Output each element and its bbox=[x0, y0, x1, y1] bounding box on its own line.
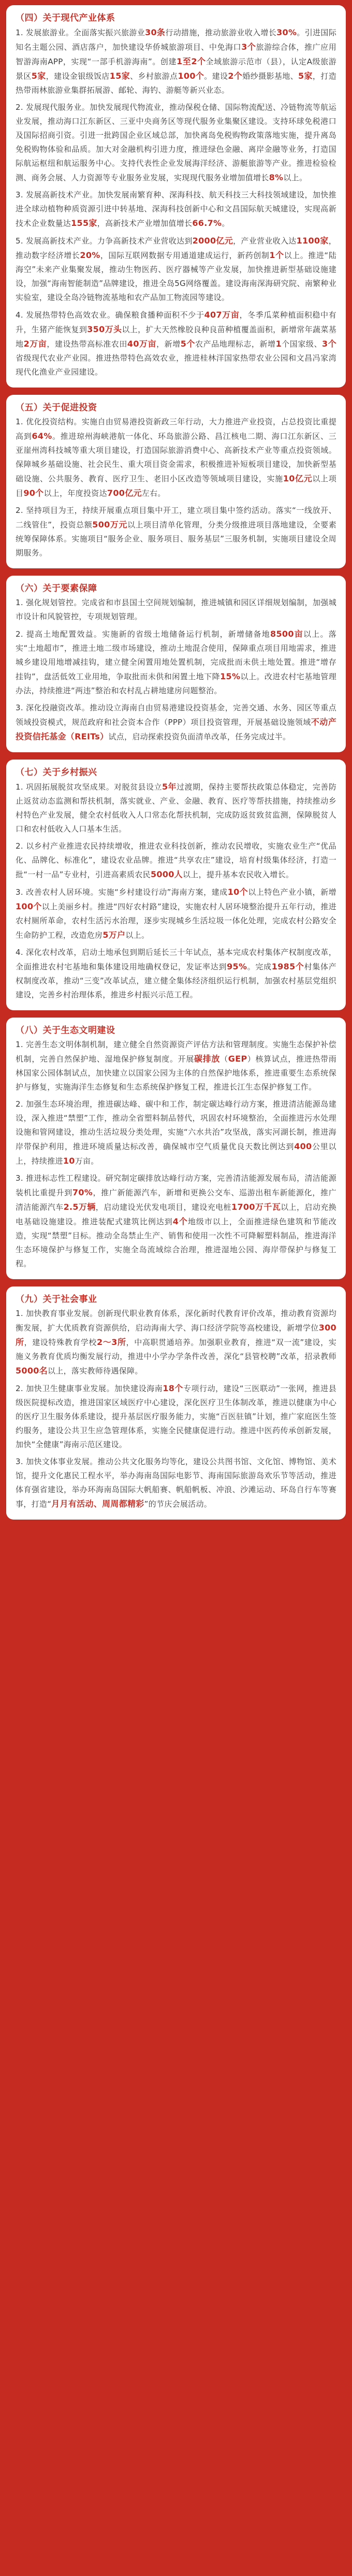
paragraph-text: ，高新技术产业增加值增长 bbox=[97, 219, 193, 228]
paragraph-text: 试点，启动探索投资负面清单改革，任务完成过半。 bbox=[108, 732, 291, 741]
section-paragraph bbox=[16, 839, 336, 882]
section-card bbox=[6, 5, 346, 388]
paragraph-text: 、乡村旅游点 bbox=[130, 71, 178, 81]
highlight-figure: 5家 bbox=[298, 71, 313, 81]
paragraph-text: ，建设热带高标准农田 bbox=[47, 339, 127, 349]
highlight-figure: 350万头 bbox=[87, 324, 122, 334]
section-paragraph bbox=[16, 627, 336, 698]
paragraph-text: 以上。 bbox=[283, 173, 307, 182]
highlight-figure: 10亿元 bbox=[283, 474, 313, 483]
highlight-figure: 30条 bbox=[145, 27, 166, 37]
paragraph-text: ，中高职贯通培养。加强职业教育，推进“双一流”建设，实施义务教育优质均衡发展行动，推进中小学办学条件改善，深化“县管校聘”改革，招录教师 bbox=[16, 1338, 336, 1361]
highlight-figure: 700亿元 bbox=[107, 488, 142, 498]
section-paragraph bbox=[16, 701, 336, 744]
section-card bbox=[6, 395, 346, 568]
highlight-figure: 20% bbox=[80, 250, 100, 260]
section-paragraph bbox=[16, 504, 336, 560]
section-paragraph bbox=[16, 308, 336, 379]
paragraph-text: 以上，启动充换电基础设施建设。推进装配式建筑比例达到 bbox=[16, 1203, 337, 1226]
section-paragraph bbox=[16, 234, 336, 305]
paragraph-text: 4. 深化农村改革，启动土地承包到期后延长三十年试点，基本完成农村集体产权制度改革，全面推进农村宅基地和集体建设用地确权登记，发证率达到 bbox=[16, 948, 336, 971]
highlight-figure: 15% bbox=[220, 671, 241, 681]
section-paragraph bbox=[16, 885, 336, 942]
paragraph-text: 1. 强化规划管控。完成省和市县国土空间规划编制，推进城镇和园区详细规划编制，加强城市设计和风貌管控，专项规划管理。 bbox=[16, 598, 336, 621]
paragraph-text: ，推广新能源汽车，新增和更换公交车、巡游出租车新能源化，推广清洁能源汽车 bbox=[16, 1188, 336, 1212]
highlight-figure: 10 bbox=[63, 1156, 75, 1166]
highlight-figure: 5家 bbox=[31, 71, 46, 81]
section-paragraph bbox=[16, 1171, 336, 1271]
highlight-figure: 30% bbox=[276, 27, 297, 37]
paragraph-text: ，建设金银级饭店 bbox=[46, 71, 110, 81]
highlight-figure: 8% bbox=[269, 173, 284, 182]
paragraph-text: 3. 改善农村人居环境。实施“乡村建设行动”海南方案，建成 bbox=[16, 888, 228, 897]
highlight-figure: 64% bbox=[32, 431, 52, 441]
paragraph-text: 3. 深化投融资改革。推动设立海南自由贸易港建设投资基金，完善交通、水务、园区等重点领域投资模式，规范政府和社会资本合作（PPP）项目投资管理，开展基础设施领域 bbox=[16, 703, 336, 727]
paragraph-text: 村集体产权制度改革，推动“三变”改革试点，建立健全集体经济组织运行机制，加强农村基层党组织建设，完善乡村治理体系，推进乡村振兴示范工程。 bbox=[16, 962, 336, 999]
highlight-figure: 5万户 bbox=[102, 930, 126, 940]
section-paragraph bbox=[16, 101, 336, 185]
paragraph-text: 以上，落实教师待遇保障。 bbox=[48, 1366, 143, 1376]
paragraph-text: 以上。 bbox=[125, 931, 150, 940]
section-paragraph bbox=[16, 596, 336, 624]
section-card bbox=[6, 576, 346, 752]
highlight-figure: 407万亩 bbox=[204, 310, 240, 320]
highlight-figure: 4个 bbox=[172, 1217, 188, 1226]
paragraph-text: 。推进琼州海峡港航一体化、环岛旅游公路、昌江核电二期、海口江东新区、三亚崖州湾科技城等重大项目建设，打造国际旅游消费中心、高新技术产业等重点投资领域。保障城乡基础设施、社会民生、重大项目资金需求，积极推进补短板项目建设，加快新型基础设施、公共服务、教育、医疗卫生、老旧小区改造等领域项目建设，实施 bbox=[16, 432, 336, 483]
highlight-figure: 碳排放 bbox=[194, 1054, 221, 1064]
highlight-figure: 8500亩 bbox=[270, 629, 303, 639]
section-paragraph bbox=[16, 1307, 336, 1378]
highlight-figure: 1 bbox=[275, 339, 282, 349]
highlight-figure: 5000名 bbox=[16, 1366, 48, 1376]
paragraph-text: 以上项目 bbox=[16, 474, 337, 498]
highlight-figure: 2个 bbox=[228, 71, 243, 81]
paragraph-text: ，新增 bbox=[156, 339, 181, 349]
highlight-figure: 18个 bbox=[163, 1383, 183, 1393]
section-title: （四）关于现代产业体系 bbox=[16, 13, 115, 23]
highlight-figure: 3个 bbox=[322, 339, 337, 349]
highlight-figure: 500万元 bbox=[92, 520, 127, 529]
section-paragraph bbox=[16, 1381, 336, 1452]
paragraph-text: 1. 加快教育事业发展。创新现代职业教育体系，深化新时代教育评价改革，推动教育资源均衡发展，扩大优质教育资源供给，启动海南大学、海口经济学院等高校建设，新增学位 bbox=[16, 1309, 336, 1333]
paragraph-text: 。引进国际知名主题公园、酒店落户，加快建设华侨城旅游项目、中免海口 bbox=[16, 28, 337, 52]
paragraph-text: 省级现代农业产业园。推进热带特色高效农业，推进桂林洋国家热带农业公园和文昌冯家湾现代化渔业产业园建设。 bbox=[16, 353, 336, 377]
paragraph-text: ”的节庆会展活动。 bbox=[144, 1499, 212, 1509]
paragraph-text: ）核算试点，推进热带雨林国家公园体制试点，加快建立以国家公园为主体的自然保护地体系，推进重要生态系统保护与修复，实施海洋生态修复和生态系统保护修复工程，推进长江生态保护修复工作。 bbox=[16, 1054, 336, 1092]
highlight-figure: 1700万千瓦 bbox=[231, 1202, 281, 1212]
section-paragraph bbox=[16, 25, 336, 97]
paragraph-text: ，启动建设光伏发电项目，建设充电桩 bbox=[95, 1203, 232, 1212]
paragraph-text: 全域旅游示范市（县），认定A级旅游景区 bbox=[16, 57, 336, 81]
section-paragraph bbox=[16, 780, 336, 836]
paragraph-text: 以上。改进农村宅基地管理办法，持续推进“两违”整治和农村乱占耕地建房问题整治。 bbox=[16, 672, 337, 695]
highlight-figure: 400 bbox=[294, 1141, 312, 1151]
paragraph-text: 1. 优化投资结构。实施自由贸易港投资新政三年行动，大力推进产业投资，占总投资比重提高到 bbox=[16, 417, 336, 441]
highlight-figure: 100个 bbox=[16, 901, 42, 911]
highlight-figure: 95% bbox=[227, 962, 247, 971]
paragraph-text: 旅游综合体，推广应用智游海南APP，实现“一部手机游海南”。创建 bbox=[16, 42, 336, 66]
highlight-figure: 1985个 bbox=[271, 962, 304, 971]
paragraph-text: 2. 加强生态环境治理，推进碳达峰、碳中和工作，制定碳达峰行动方案，推进清洁能源岛建设，深入推进“禁塑”工作，推动全省塑料制品替代，巩固农村环境整治，全面推进污水处理设施和管网建设，推动生活垃圾分类处理，实施“六水共治”攻坚战，落实河湖长制，推进海岸带保护利用，推进环境质量达标改善，确保城市空气质量优良天数比例达到 bbox=[16, 1099, 336, 1151]
highlight-figure: 2～3所 bbox=[96, 1337, 126, 1347]
highlight-figure: 1至2个 bbox=[177, 56, 206, 66]
highlight-figure: 1100家 bbox=[296, 236, 329, 246]
paragraph-text: 2. 加快卫生健康事业发展。加快建设海南 bbox=[16, 1384, 163, 1393]
paragraph-text: 。建设 bbox=[204, 71, 228, 81]
paragraph-text: ，打造热带雨林旅游业集群拓展游、邮轮、海钓、游艇等新兴业态。 bbox=[16, 71, 336, 95]
section-paragraph bbox=[16, 1455, 336, 1511]
section-title: （五）关于促进投资 bbox=[16, 403, 97, 413]
section-title: （六）关于要素保障 bbox=[16, 583, 97, 594]
highlight-figure: 1个 bbox=[269, 250, 284, 260]
paragraph-text: （ bbox=[220, 1054, 228, 1064]
section-paragraph bbox=[16, 946, 336, 1002]
section-paragraph bbox=[16, 415, 336, 500]
highlight-figure: 100个 bbox=[178, 71, 204, 81]
highlight-figure: 70% bbox=[72, 1187, 93, 1197]
paragraph-text: 以上。落实“土地超市”，推进土地二级市场建设，推动土地混合使用，保障重点项目用地需求，推进城乡建设用地增减挂钩，建立健全闲置用地处置机制，完成批而未供土地处置。推进“增存挂钩”，盘活低效工业用地，争取批而未供和闲置土地下降 bbox=[16, 629, 337, 681]
section-paragraph bbox=[16, 1097, 336, 1168]
paragraph-text: ，建设特殊教育学校 bbox=[24, 1338, 97, 1347]
paragraph-text: ，国际互联网数据专用通道建成运行，新药创制 bbox=[100, 251, 270, 260]
paragraph-text: 4. 发展热带特色高效农业。确保粮食播种面积不少于 bbox=[16, 310, 204, 320]
paragraph-text: 2. 发展现代服务业。加快发展现代物流业，推动保税仓储、国际物流配送、冷链物流等航运业发展，推动海口江东新区、三亚中央商务区等现代服务业集聚区建设。支持环球免税港口及国际招商引资。引进一批跨国企业区域总部，加快离岛免税购物政策落地实施，提升离岛免税购物体验和品质。加大对金融机构引进力度，推进绿色金融、离岸金融等业务，打造国际航运枢纽和航运服务中心。支持代表性企业发展海洋经济、游艇旅游等产业。推进检验检测、商务会展、人力资源等专业服务业发展，实现现代服务业增加值增长 bbox=[16, 103, 336, 182]
highlight-figure: 3个 bbox=[241, 42, 256, 52]
highlight-figure: 155家 bbox=[71, 218, 97, 228]
paragraph-text: 左右。 bbox=[141, 489, 166, 498]
paragraph-text: 5. 发展高新技术产业。力争高新技术产业营收达到 bbox=[16, 236, 193, 246]
paragraph-text: 2. 以乡村产业推进农民持续增收，推进农业科技创新，推动农民增收，实施农业生产“优品化、品牌化、标准化”，建设农业品牌。推进“共享农庄”建设，培育村级集体经济，打造一批“一村一品”专业村，引进高素质农民 bbox=[16, 841, 336, 879]
paragraph-text: ，产业营业收入达 bbox=[233, 236, 297, 246]
highlight-figure: 5个 bbox=[180, 339, 196, 349]
highlight-figure: 5000人 bbox=[150, 869, 183, 879]
paragraph-text: 以上项目清单化管理，分类分级推进项目落地建设，全要素统筹保障体系。实施项目“服务企业、服务项目、服务基层”三服务机制，实施项目建设全周期服务。 bbox=[16, 520, 336, 557]
paragraph-text: 3. 加快文体事业发展。推动公共文化服务均等化，建设公共图书馆、文化馆、博物馆、美术馆，提升文化惠民工程水平，举办海南岛国际电影节、海南国际旅游岛欢乐节等活动，推进体育强省建设，举办环海南岛国际大帆船赛、帆船帆板、冲浪、沙滩运动、环岛自行车等赛事，打造“ bbox=[16, 1457, 336, 1509]
highlight-figure: 2000亿元 bbox=[192, 236, 233, 246]
section-title: （九）关于社会事业 bbox=[16, 1294, 97, 1305]
paragraph-text: 万亩。 bbox=[75, 1156, 99, 1166]
section-paragraph bbox=[16, 188, 336, 231]
section-card bbox=[6, 1018, 346, 1279]
section-title: （七）关于乡村振兴 bbox=[16, 767, 97, 778]
paragraph-text: 以上美丽乡村。推进“四好农村路”建设，实施农村人居环境整治提升五年行动，推进农村厕所革命，农村生活污水治理，逐步实现城乡生活垃圾一体化处理，完成农村公路安全生命防护工程，改造危房 bbox=[16, 902, 336, 940]
highlight-figure: 15家 bbox=[109, 71, 130, 81]
paragraph-text: ，推动数字经济增长 bbox=[16, 236, 336, 260]
paragraph-text: 3. 发展高新技术产业。加快发展南繁育种、深海科技、航天科技三大科技领域建设，加快推进全球动植物种质资源引进中转基地、深海科技创新中心和文昌国际航天城建设，实现高新技术企业数量达 bbox=[16, 190, 336, 228]
paragraph-text: 3. 推进标志性工程建设。研究制定碳排放达峰行动方案，完善清洁能源发展布局，清洁能源装机比重提升到 bbox=[16, 1173, 336, 1197]
highlight-figure: GEP bbox=[228, 1054, 247, 1064]
paragraph-text: 以上，年度投资达 bbox=[43, 489, 107, 498]
highlight-figure: 90个 bbox=[23, 488, 44, 498]
paragraph-text: 以上特色产业小镇，新增 bbox=[248, 888, 336, 897]
paragraph-text: 专项行动，建设“三医联动”一张网，推进县级医院提标改造，推进国家区域医疗中心建设，深化医疗卫生体制改革，推进以健康为中心的医疗卫生服务体系建设，提升基层医疗服务能力，实施“百医驻镇”计划，推广家庭医生签约服务，建设公共卫生应急管理体系，实施全民健康促进行动。推进中医药传承创新发展，加快“全健康”海南示范区建设。 bbox=[16, 1384, 336, 1449]
highlight-figure: 66.7% bbox=[192, 218, 222, 228]
highlight-figure: 5年 bbox=[162, 782, 177, 792]
highlight-figure: 2万亩 bbox=[23, 339, 47, 349]
paragraph-text: 以上。推进“陆海空”未来产业集聚发展，推动生物医药、医疗器械等产业发展，加快推进新型基础设施建设，加强“海南智能制造”品牌建设，推进全岛5G网络覆盖。建设海南深海研究院、南繁种业实验室，建设全岛冷链物流基地和农产品加工物流园等建设。 bbox=[16, 251, 337, 302]
highlight-figure: 2.5万辆 bbox=[63, 1202, 96, 1212]
paragraph-text: 2. 坚持项目为王，持续开展重点项目集中开工，建立项目集中签约活动。落实“一线放开、二线管住”，投资总额 bbox=[16, 506, 336, 529]
paragraph-text: 1. 巩固拓展脱贫攻坚成果。对脱贫县设立 bbox=[16, 782, 162, 792]
section-card bbox=[6, 760, 346, 1010]
paragraph-text: 1. 完善生态文明体制机制，建立健全自然资源资产评估方法和管理制度。实施生态保护补偿机制，完善自然保护地、湿地保护修复制度。开展 bbox=[16, 1040, 336, 1064]
paragraph-text: 。完成 bbox=[247, 962, 272, 971]
paragraph-text: 2. 提高土地配置效益。实施新的省级土地储备运行机制，新增储备地 bbox=[16, 629, 271, 639]
paragraph-text: ，冬季瓜菜种植面积稳中有升，生猪产能恢复到 bbox=[16, 310, 336, 334]
paragraph-text: 婚纱摄影基地、 bbox=[242, 71, 299, 81]
paragraph-text: 地级市以上，全面推进绿色建筑和节能改造，实现“禁塑”目标。推动全岛禁止生产、销售和使用一次性不可降解塑料制品，推进海洋生态环境保护与修复工作，实施全岛流域综合治理，推进湿地公园、海岸带保护与修复工程。 bbox=[16, 1217, 337, 1268]
highlight-figure: 月月有活动、周周都精彩 bbox=[51, 1499, 144, 1509]
paragraph-text: 个国家级、 bbox=[282, 339, 322, 349]
paragraph-text: 农产品地理标志，新增 bbox=[195, 339, 276, 349]
highlight-figure: 10个 bbox=[227, 887, 248, 897]
highlight-figure: 不动产投资信托基金（REITs） bbox=[16, 717, 337, 741]
paragraph-text: 过渡期，保持主要帮扶政策总体稳定，完善防止返贫动态监测和帮扶机制，落实就业、产业、金融、教育、医疗等帮扶措施，持续推动乡村特色产业发展，健全农村低收入人口常态化帮扶机制，完成防返贫致贫监测，保障脱贫人口和农村低收入人口基本生活。 bbox=[16, 782, 337, 834]
section-title: （八）关于生态文明建设 bbox=[16, 1025, 115, 1036]
highlight-figure: 40万亩 bbox=[127, 339, 157, 349]
paragraph-text: 。 bbox=[222, 219, 230, 228]
paragraph-text: 1. 发展旅游业。全面落实振兴旅游业 bbox=[16, 28, 145, 37]
paragraph-text: 公里以上，持续推进 bbox=[16, 1142, 336, 1166]
paragraph-text: 以上，提升基本农民收入增长。 bbox=[182, 870, 294, 879]
paragraph-text: 以上，扩大天然橡胶良种良苗种植覆盖面积，新增常年蔬菜基地 bbox=[16, 325, 337, 349]
highlight-figure: 300所 bbox=[16, 1323, 336, 1347]
section-paragraph bbox=[16, 1038, 336, 1094]
section-card bbox=[6, 1286, 346, 1520]
paragraph-text: 行动措施，推动旅游业收入增长 bbox=[165, 28, 277, 37]
